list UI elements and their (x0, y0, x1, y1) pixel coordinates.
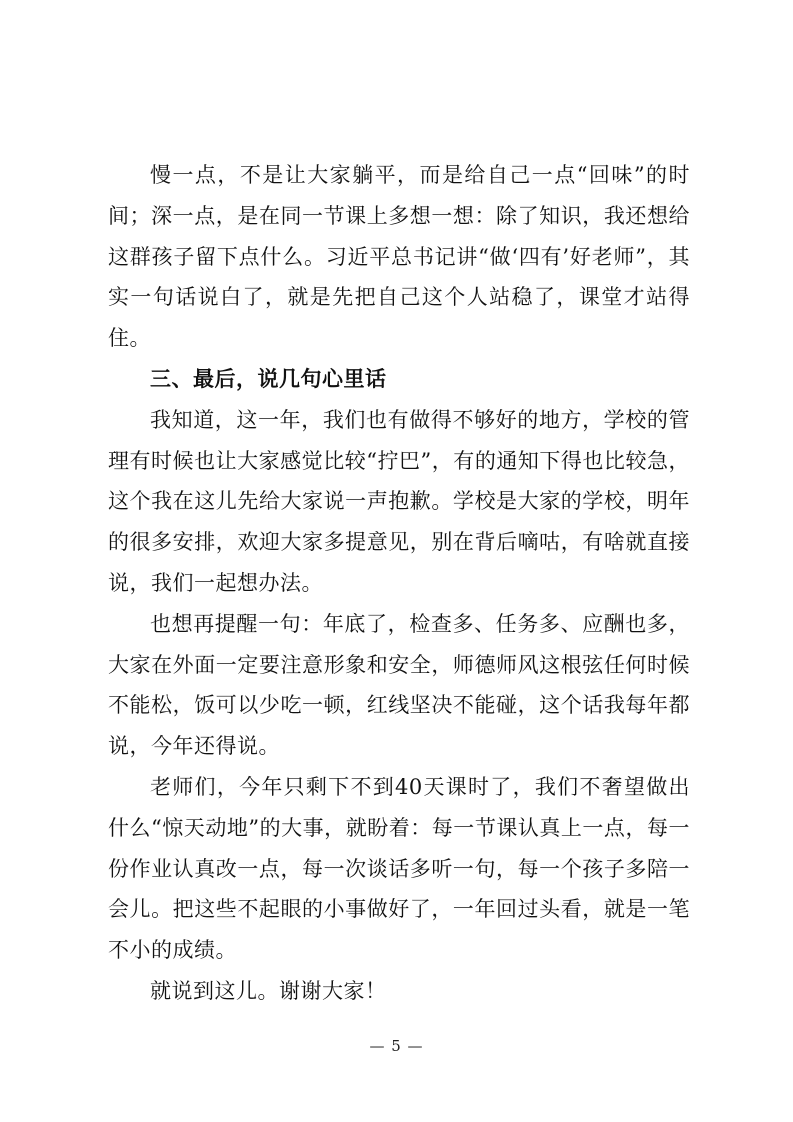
paragraph-expectations: 老师们，今年只剩下不到40天课时了，我们不奢望做出什么“惊天动地”的大事，就盼着：每一节课认真上一点，每一份作业认真改一点，每一次谈话多听一句，每一个孩子多陪一会儿。把这些不起眼的小事做好了，一年回过头看，就是一笔不小的成绩。 (108, 774, 690, 963)
page-number: — 5 — (369, 1037, 424, 1055)
paragraph-apology: 我知道，这一年，我们也有做得不够好的地方，学校的管理有时候也让大家感觉比较“拧巴”，有的通知下得也比较急，这个我在这儿先给大家说一声抱歉。学校是大家的学校，明年的很多安排，欢迎大家多提意见，别在背后嘀咕，有啥就直接说，我们一起想办法。 (108, 407, 690, 595)
section-heading-final-words: 三、最后，说几句心里话 (150, 366, 387, 391)
document-body (108, 155, 690, 1012)
paragraph-reminder: 也想再提醒一句：年底了，检查多、任务多、应酬也多，大家在外面一定要注意形象和安全，师德师风这根弦任何时候不能松，饭可以少吃一顿，红线坚决不能碰，这个话我每年都说，今年还得说。 (108, 611, 690, 759)
paragraph-slow-down: 慢一点，不是让大家躺平，而是给自己一点“回味”的时间；深一点，是在同一节课上多想一想：除了知识，我还想给这群孩子留下点什么。习近平总书记讲“做‘四有’好老师”，其实一句话说白了，就是先把自己这个人站稳了，课堂才站得住。 (108, 163, 690, 351)
paragraph-closing: 就说到这儿。谢谢大家！ (150, 978, 387, 1003)
